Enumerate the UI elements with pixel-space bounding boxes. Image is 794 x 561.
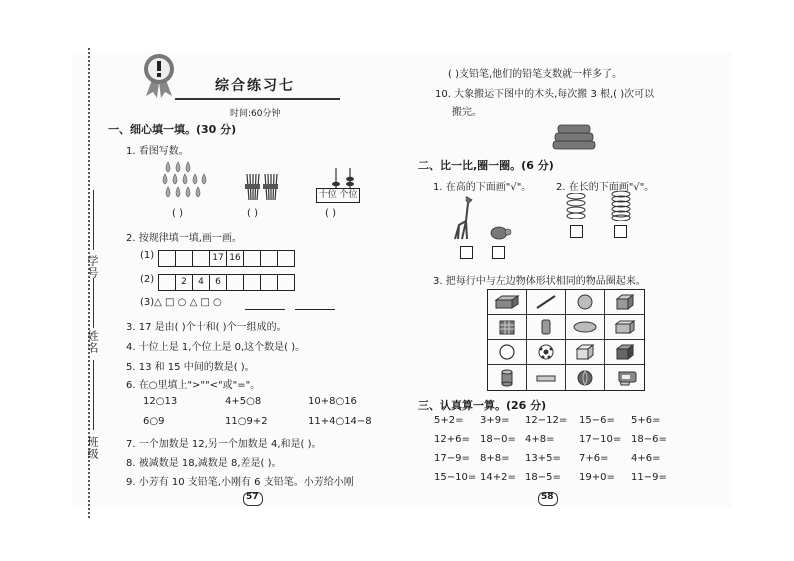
q2-row3-shapes: (3)△ □ ○ △ □ ○	[140, 297, 222, 308]
compare-item[interactable]: 4+5○8	[225, 396, 262, 407]
calc-item[interactable]: 14+2=	[480, 472, 516, 483]
compare-item[interactable]: 12○13	[143, 396, 178, 407]
seq-cell: 17	[210, 251, 227, 266]
grid-cell[interactable]	[566, 340, 605, 365]
box-icon	[614, 293, 636, 311]
s2-q3-text: 3. 把每行中与左边物体形状相同的物品圈起来。	[433, 276, 646, 287]
gift-box-icon	[574, 343, 596, 361]
name-blank	[93, 278, 94, 328]
seq-cell[interactable]	[227, 275, 244, 290]
tape-measure-icon	[617, 369, 639, 385]
calc-item[interactable]: 8+8=	[480, 453, 510, 464]
calc-item[interactable]: 4+8=	[525, 434, 555, 445]
page-title: 综合练习七	[215, 78, 295, 94]
rubiks-cube-icon	[497, 318, 517, 336]
calc-item[interactable]: 3+9=	[480, 415, 510, 426]
calc-item[interactable]: 15−10=	[434, 472, 477, 483]
calc-item[interactable]: 15−6=	[579, 415, 615, 426]
disc-icon	[572, 319, 598, 335]
s2-q2-text: 2. 在长的下面画"√"。	[556, 182, 655, 193]
id-blank	[93, 190, 94, 250]
q5-text: 5. 13 和 15 中间的数是( )。	[126, 362, 255, 373]
s2-q1-text: 1. 在高的下面画"√"。	[433, 182, 532, 193]
q2-row3-blank[interactable]	[295, 309, 335, 310]
spring-long-icon	[610, 191, 632, 221]
cylinder-icon	[498, 369, 516, 387]
q2-row2-label: (2)	[140, 274, 155, 285]
q2-text: 2. 按规律填一填,画一画。	[126, 233, 242, 244]
calc-item[interactable]: 13+5=	[525, 453, 561, 464]
compare-item[interactable]: 10+8○16	[308, 396, 357, 407]
answer-box-spring-long[interactable]	[614, 225, 627, 238]
q9-continued: ( )支铅笔,他们的铅笔支数就一样多了。	[448, 69, 623, 80]
q2-row3-blank[interactable]	[245, 309, 285, 310]
answer-box-spring-short[interactable]	[570, 225, 583, 238]
pencil-icon	[533, 294, 559, 310]
stick-bundles-icon	[244, 172, 280, 202]
abacus-label: 十位 个位	[316, 188, 360, 203]
q1-answer-sticks[interactable]: ( )	[247, 208, 258, 219]
seq-cell[interactable]	[244, 251, 261, 266]
time-limit: 时间:60分钟	[230, 109, 281, 119]
q1-answer-drops[interactable]: ( )	[172, 208, 183, 219]
ball-icon	[575, 293, 595, 311]
watermelon-icon	[575, 369, 595, 387]
compare-item[interactable]: 11+4○14−8	[308, 416, 372, 427]
answer-box-turtle[interactable]	[492, 246, 505, 259]
q9-text: 9. 小芳有 10 支铅笔,小刚有 6 支铅笔。小芳给小刚	[126, 477, 354, 488]
title-underline	[175, 98, 340, 100]
grid-cell[interactable]	[605, 290, 644, 315]
grid-cell[interactable]	[566, 315, 605, 340]
cube-icon	[614, 343, 636, 361]
seq-cell: 16	[227, 251, 244, 266]
brick-icon	[613, 319, 637, 335]
seq-cell[interactable]	[176, 251, 193, 266]
q2-row2-sequence	[158, 274, 295, 291]
id-label: 学号	[86, 255, 99, 279]
grid-cell[interactable]	[605, 315, 644, 340]
name-label: 姓名	[86, 330, 99, 354]
q7-text: 7. 一个加数是 12,另一个加数是 4,和是( )。	[126, 439, 322, 450]
calc-item[interactable]: 4+6=	[631, 453, 661, 464]
seq-cell[interactable]	[278, 251, 294, 266]
calc-item[interactable]: 5+6=	[631, 415, 661, 426]
cuboid-icon	[494, 294, 520, 310]
compare-item[interactable]: 6○9	[143, 416, 165, 427]
seq-cell: 6	[210, 275, 227, 290]
abacus-icon	[326, 168, 360, 188]
logs-icon	[551, 123, 597, 151]
grid-cell[interactable]	[527, 315, 566, 340]
calc-item[interactable]: 18−0=	[480, 434, 516, 445]
calc-item[interactable]: 19+0=	[579, 472, 615, 483]
class-label: 班级	[86, 436, 99, 460]
section-3-heading: 三、认真算一算。(26 分)	[418, 399, 547, 412]
seq-cell[interactable]	[278, 275, 294, 290]
seq-cell[interactable]	[261, 275, 278, 290]
section-1-heading: 一、细心填一填。(30 分)	[108, 123, 237, 136]
grid-cell[interactable]	[527, 365, 566, 390]
turtle-icon	[488, 223, 512, 241]
calc-item[interactable]: 12+6=	[434, 434, 470, 445]
seq-cell[interactable]	[244, 275, 261, 290]
calc-item[interactable]: 12−12=	[525, 415, 568, 426]
calc-item[interactable]: 5+2=	[434, 415, 464, 426]
eraser-icon	[534, 371, 558, 385]
seq-cell[interactable]	[159, 275, 176, 290]
calc-item[interactable]: 7+6=	[579, 453, 609, 464]
grid-cell	[488, 290, 527, 315]
grid-cell[interactable]	[527, 340, 566, 365]
q10-text-cont: 搬完。	[452, 107, 482, 118]
q6-text: 6. 在○里填上">""<"或"="。	[126, 380, 261, 391]
grid-cell[interactable]	[566, 290, 605, 315]
page-number-right: 58	[541, 492, 554, 502]
class-blank	[93, 360, 94, 430]
q8-text: 8. 被减数是 18,减数是 8,差是( )。	[126, 458, 282, 469]
q2-row1-sequence	[158, 250, 295, 267]
grid-cell[interactable]	[566, 365, 605, 390]
answer-box-giraffe[interactable]	[460, 246, 473, 259]
q4-text: 4. 十位上是 1,个位上是 0,这个数是( )。	[126, 342, 306, 353]
grid-cell	[488, 340, 527, 365]
water-drops-icon	[160, 160, 210, 202]
seq-cell: 2	[176, 275, 193, 290]
calc-item[interactable]: 11−9=	[631, 472, 667, 483]
seq-cell[interactable]	[193, 251, 210, 266]
calc-item[interactable]: 17−9=	[434, 453, 470, 464]
can-icon	[538, 318, 554, 336]
seq-cell: 4	[193, 275, 210, 290]
q1-answer-abacus[interactable]: ( )	[325, 208, 336, 219]
compare-item[interactable]: 11○9+2	[225, 416, 268, 427]
calc-item[interactable]: 18−6=	[631, 434, 667, 445]
page-number-left: 57	[246, 492, 259, 502]
calc-item[interactable]: 18−5=	[525, 472, 561, 483]
seq-cell[interactable]	[261, 251, 278, 266]
q3-text: 3. 17 是由( )个十和( )个一组成的。	[126, 322, 287, 333]
seq-cell[interactable]	[159, 251, 176, 266]
grid-cell	[488, 365, 527, 390]
sphere-icon	[497, 343, 517, 361]
grid-cell[interactable]	[527, 290, 566, 315]
grid-cell	[488, 315, 527, 340]
q10-text: 10. 大象搬运下图中的木头,每次搬 3 根,( )次可以	[435, 89, 655, 100]
giraffe-icon	[449, 195, 475, 241]
spring-short-icon	[565, 193, 587, 219]
medal-icon	[140, 52, 178, 98]
section-2-heading: 二、比一比,圈一圈。(6 分)	[418, 159, 554, 172]
grid-cell[interactable]	[605, 340, 644, 365]
q2-row1-label: (1)	[140, 250, 155, 261]
soccer-ball-icon	[536, 343, 556, 361]
calc-item[interactable]: 17−10=	[579, 434, 622, 445]
q1-text: 1. 看图写数。	[126, 146, 189, 157]
